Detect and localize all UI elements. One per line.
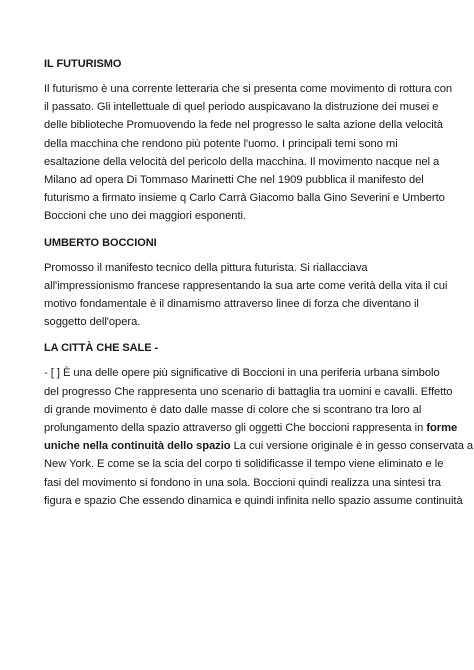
text-line: fasi del movimento si fondono in una sola. Boccioni quindi realizza una sintesi tra xyxy=(44,476,441,489)
text-line: Promosso il manifesto tecnico della pittura futurista. Si riallacciava xyxy=(44,261,368,274)
bold-text-run: forme xyxy=(426,422,458,435)
text-line: soggetto dell'opera. xyxy=(44,316,141,329)
text-run: prolungamento della spazio attraverso gli oggetti Che boccioni rappresenta in xyxy=(44,422,427,435)
paragraph-citta-che-sale xyxy=(44,364,474,510)
text-line xyxy=(44,437,474,455)
text-line: futurismo a firmato insieme q Carlo Carrà Giacomo balla Gino Severini e Umberto xyxy=(44,192,445,205)
heading-boccioni: UMBERTO BOCCIONI xyxy=(44,236,157,249)
text-line: all'impressionismo francese rappresentando la sua arte come verità della vita il cui xyxy=(44,279,448,292)
text-line: del progresso Che rappresenta uno scenario di battaglia tra uomini e cavalli. Effetto xyxy=(44,385,453,398)
text-line: della macchina che rendono più potente l'uomo. I principali temi sono mi xyxy=(44,137,398,150)
text-line: - [ ] È una delle opere più significative di Boccioni in una periferia urbana simbolo xyxy=(44,367,440,380)
text-line: Il futurismo è una corrente letteraria che si presenta come movimento di rottura con xyxy=(44,83,453,95)
text-line: di grande movimento è dato dalle masse di colore che si scontrano tra loro al xyxy=(44,403,422,416)
text-line: delle biblioteche Promuovendo la fede nel progresso le salta azione della velocità xyxy=(44,119,443,132)
text-line: Milano ad opera Di Tommaso Marinetti Che nel 1909 pubblica il manifesto del xyxy=(44,174,424,187)
text-line: esaltazione della velocità del pericolo della macchina. Il movimento nacque nel a xyxy=(44,155,440,168)
text-run: La cui versione originale è in gesso conservata a xyxy=(230,440,474,453)
text-line: motivo fondamentale è il dinamismo attraverso linee di forza che diventano il xyxy=(44,298,419,311)
heading-citta-che-sale: LA CITTÀ CHE SALE - xyxy=(44,342,159,355)
text-line: New York. E come se la scia del corpo ti solidificasse il tempo viene eliminato e le xyxy=(44,458,444,471)
text-line: il passato. Gli intellettuale di quel periodo auspicavano la distruzione dei musei e xyxy=(44,101,439,114)
document-body xyxy=(44,55,474,518)
text-line: Boccioni che uno dei maggiori esponenti. xyxy=(44,210,246,223)
paragraph-futurismo xyxy=(44,80,453,226)
text-line: figura e spazio Che essendo dinamica e quindi infinita nello spazio assume continuità xyxy=(44,494,463,507)
heading-futurismo: IL FUTURISMO xyxy=(44,58,122,70)
bold-text-run: uniche nella continuità dello spazio xyxy=(44,440,231,453)
paragraph-boccioni xyxy=(44,259,448,332)
text-line xyxy=(44,419,458,437)
